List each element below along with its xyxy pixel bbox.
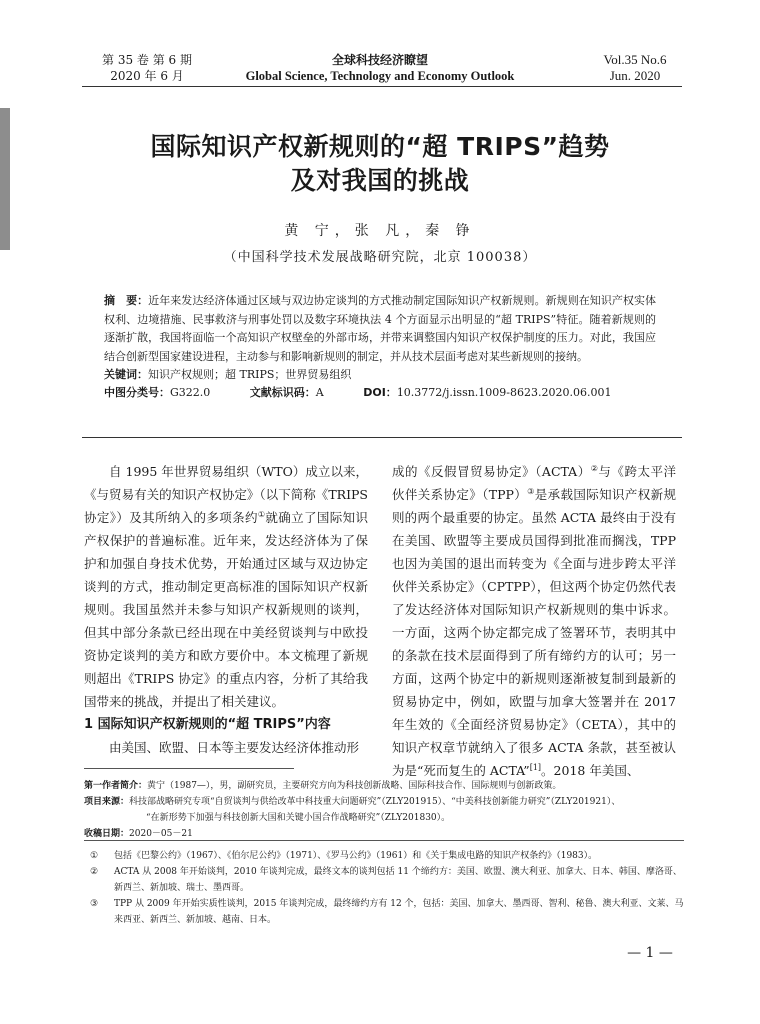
journal-name-en: Global Science, Technology and Economy Outlook (245, 69, 515, 83)
page-notes (84, 848, 684, 928)
authors: 黄 宁，张 凡，秦 铮 (284, 223, 476, 239)
footnote-ref-1[interactable]: ① (257, 509, 266, 519)
abstract-rule (82, 437, 682, 438)
body-column-right (392, 460, 676, 782)
volume-info: Vol.35 No.6 Jun. 2020 (603, 52, 667, 83)
citation-ref-1[interactable]: [1] (529, 762, 542, 772)
section-heading-1: 1 国际知识产权新规则的“超 TRIPS”内容 (84, 717, 331, 732)
paper-title: 国际知识产权新规则的“超 TRIPS”趋势 及对我国的挑战 (150, 132, 610, 195)
issue-info: 第 35 卷 第 6 期 2020 年 6 月 (102, 53, 192, 83)
classification-line: 中图分类号：G322.0 文献标识码：A DOI：10.3772/j.issn.1009-8623.2020.06.001 (104, 386, 612, 399)
journal-header (0, 50, 760, 90)
section1-paragraph-cont: 成的《反假冒贸易协定》（ACTA）②与《跨太平洋伙伴关系协定》（TPP）③是承载国际知识产权新规则的两个最重要的协定。虽然 ACTA 最终由于没有在美国、欧盟等主要成员国得到批准而搁浅，TPP 也因为美国的退出而转变为《全面与进步跨太平洋伙伴关系协定》（CPTPP），但这两个协定仍然代表了发达经济体对国际知识产权新规则的集中诉求。一方面，这两个协定都完成了签署环节，表明其中的条款在技术层面得到了所有缔约方的认可；另一方面，这两个协定中的新规则逐渐被复制到最新的贸易协定中，例如，欧盟与加拿大签署并在 2017 年生效的《全面经济贸易协定》（CETA），其中的知识产权章节就纳入了很多 ACTA 条款，甚至被认为是“死而复生的 ACTA”[1]。2018 年美国、 (392, 463, 676, 778)
intro-paragraph: 自 1995 年世界贸易组织（WTO）成立以来，《与贸易有关的知识产权协定》（以下简称《TRIPS 协定》）及其所纳入的多项条约①就确立了国际知识产权保护的普遍标准。近年来，发达经济体为了保护和加强自身技术优势，开始通过区域与双边协定谈判的方式，推动制定更高标准的国际知识产权新规则。我国虽然并未参与知识产权新规则的谈判，但其中部分条款已经出现在中美经贸谈判与中欧投资协定谈判的美方和欧方要价中。本文梳理了新规则超出《TRIPS 协定》的重点内容，分析了其给我国带来的挑战，并提出了相关建议。 (84, 464, 368, 709)
section1-paragraph: 由美国、欧盟、日本等主要发达经济体推动形 (109, 740, 360, 755)
note-item: ① 包括《巴黎公约》（1967）、《伯尔尼公约》（1971）、《罗马公约》（1961）和《关于集成电路的知识产权条约》（1983）。 (90, 851, 598, 861)
journal-name (220, 52, 540, 84)
notes-rule (84, 840, 684, 841)
abstract-block (104, 292, 656, 402)
author-bio: 第一作者简介：黄宁（1987—），男，副研究员，主要研究方向为科技创新战略、国际科技合作、国际规则与创新政策。 (84, 781, 562, 791)
body-column-left (84, 460, 368, 759)
page-edge-tab (0, 108, 10, 250)
footnote-ref-3[interactable]: ③ (527, 486, 535, 496)
keywords: 关键词：知识产权规则；超 TRIPS；世界贸易组织 (104, 368, 352, 381)
footnote-ref-2[interactable]: ② (590, 463, 599, 473)
abstract: 摘 要：近年来发达经济体通过区域与双边协定谈判的方式推动制定国际知识产权新规则。新规则在知识产权实体权利、边境措施、民事救济与刑事处罚以及数字环境执法 4 个方面显示出明显的“超 TRIPS”特征。随着新规则的逐渐扩散，我国将面临一个高知识产权壁垒的外部市场，并带来调整国内知识产权保护制度的压力。对此，我国应结合创新型国家建设进程，主动参与和影响新规则的制定，并从技术层面考虑对某些新规则的接纳。 (104, 294, 657, 363)
project-source-cont: “在新形势下加强与科技创新大国和关键小国合作战略研究”（ZLY201830）。 (146, 813, 451, 823)
journal-name-cn: 全球科技经济瞭望 (331, 53, 428, 67)
page-number: — 1 — (627, 945, 673, 961)
author-footnotes (84, 778, 684, 842)
project-source: 项目来源：科技部战略研究专项“自贸谈判与供给改革中科技重大问题研究”（ZLY201915）、“中美科技创新能力研究”（ZLY201921）、 (84, 797, 621, 807)
affiliation: （中国科学技术发展战略研究院，北京 100038） (223, 250, 537, 265)
note-item: ② ACTA 从 2008 年开始谈判，2010 年谈判完成，最终文本的谈判包括 11 个缔约方：美国、欧盟、澳大利亚、加拿大、日本、韩国、摩洛哥、新西兰、新加坡、瑞士、墨西哥。 (90, 867, 682, 893)
note-item: ③ TPP 从 2009 年开始实质性谈判，2015 年谈判完成，最终缔约方有 12 个，包括：美国、加拿大、墨西哥、智利、秘鲁、澳大利亚、文莱、马来西亚、新西兰、新加坡、越南、日本。 (90, 899, 684, 925)
footnote-rule (84, 768, 294, 769)
received-date: 收稿日期：2020－05－21 (84, 829, 193, 839)
header-rule (82, 86, 682, 87)
